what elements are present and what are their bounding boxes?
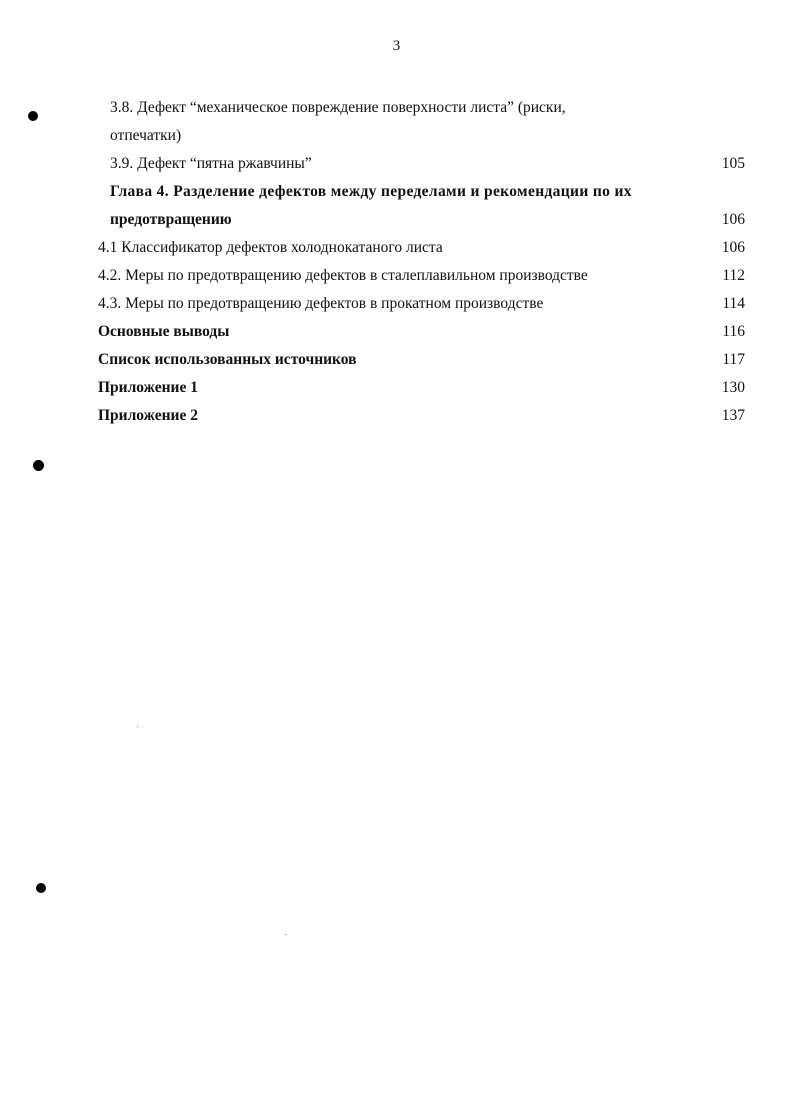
toc-entry-3-8-line-1: 3.8. Дефект “механическое повреждение поверхности листа” (риски,: [110, 99, 566, 116]
toc-entry-4-2: 4.2. Меры по предотвращению дефектов в сталеплавильном производстве: [98, 267, 588, 284]
toc-entry-4-1: 4.1 Классификатор дефектов холоднокатаного листа: [98, 239, 443, 256]
toc-page-chapter-4: 106: [721, 211, 745, 228]
scan-speck: [285, 934, 286, 935]
scan-mark-dot: [36, 883, 46, 893]
toc-entry-conclusions: Основные выводы: [98, 323, 230, 340]
scan-mark-dot: [28, 111, 38, 121]
toc-page-3-9: 105: [721, 155, 745, 172]
toc-entry-chapter-4-line-1: Глава 4. Разделение дефектов между переделами и рекомендации по их: [110, 183, 632, 200]
toc-page-references: 117: [722, 351, 745, 368]
toc-entry-appendix-2: Приложение 2: [98, 407, 198, 424]
toc-entry-3-9: 3.9. Дефект “пятна ржавчины”: [110, 155, 312, 172]
toc-page-4-2: 112: [722, 267, 745, 284]
toc-entry-chapter-4-line-2: предотвращению: [110, 211, 232, 228]
toc-entry-references: Список использованных источников: [98, 351, 357, 368]
scan-mark-dot: [33, 460, 44, 471]
toc-entry-appendix-1: Приложение 1: [98, 379, 198, 396]
toc-entry-4-3: 4.3. Меры по предотвращению дефектов в прокатном производстве: [98, 295, 544, 312]
scan-speck: [137, 726, 138, 727]
toc-page-appendix-2: 137: [721, 407, 745, 424]
toc-page-appendix-1: 130: [721, 379, 745, 396]
page-number: 3: [392, 38, 401, 54]
toc-entry-3-8-line-2: отпечатки): [110, 127, 182, 144]
toc-page-4-3: 114: [722, 295, 745, 312]
toc-page-4-1: 106: [721, 239, 745, 256]
toc-page-conclusions: 116: [722, 323, 745, 340]
